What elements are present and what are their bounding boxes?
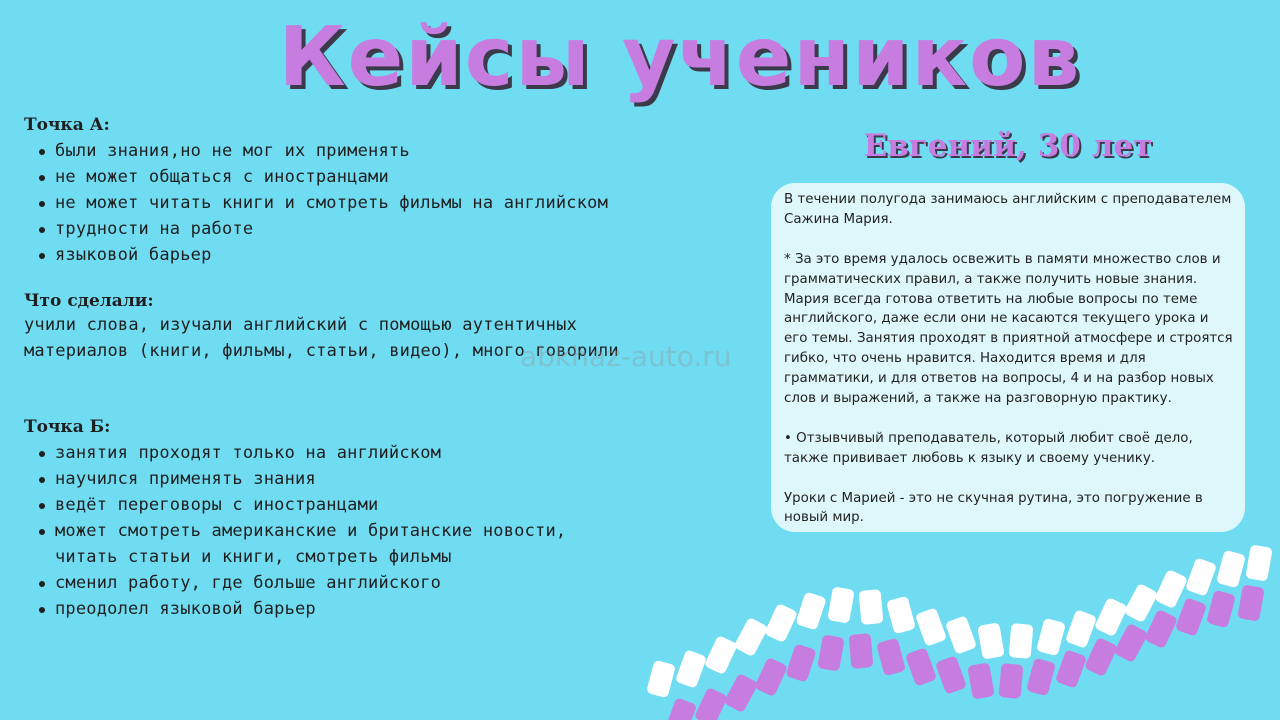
- point-a-heading: Точка А:: [24, 115, 110, 135]
- list-item: научился применять знания: [24, 466, 744, 492]
- list-item: преодолел языковой барьер: [24, 596, 744, 622]
- list-item: не может читать книги и смотреть фильмы на английском: [24, 190, 744, 216]
- decorative-wave: [630, 540, 1280, 720]
- list-item: может смотреть американские и британские новости, читать статьи и книги, смотреть фильмы: [24, 518, 744, 570]
- done-heading: Что сделали:: [24, 291, 154, 311]
- list-item: занятия проходят только на английском: [24, 440, 744, 466]
- list-item: ведёт переговоры с иностранцами: [24, 492, 744, 518]
- watermark: abkhaz-auto.ru: [520, 340, 732, 373]
- page-title: Кейсы учеников: [278, 10, 1082, 105]
- done-text: учили слова, изучали английский с помощью аутентичных материалов (книги, фильмы, статьи, видео), много говорили: [24, 315, 619, 361]
- student-name: Евгений, 30 лет: [863, 128, 1153, 164]
- list-item: трудности на работе: [24, 216, 744, 242]
- list-item: языковой барьер: [24, 242, 744, 268]
- review-card: [771, 183, 1245, 532]
- review-paragraph: • Отзывчивый преподаватель, который любит своё дело, также прививает любовь к языку и своему ученику.: [784, 430, 1193, 466]
- review-paragraph: * За это время удалось освежить в памяти множество слов и грамматических правил, а также получить новые знания. Мария всегда готова ответить на любые вопросы по теме английского, даже если они не касаются текущего урока и его темы. Занятия проходят в приятной атмосфере и строятся гибко, что очень нравится. Находится время и для грамматики, и для ответов на вопросы, 4 и на разбор новых слов и выражений, а также на разговорную практику.: [784, 251, 1233, 407]
- review-paragraph: В течении полугода занимаюсь английским с преподавателем Сажина Мария.: [784, 192, 1232, 227]
- point-b-heading: Точка Б:: [24, 417, 111, 437]
- review-paragraph: Уроки с Марией - это не скучная рутина, это погружение в новый мир.: [784, 490, 1203, 526]
- list-item: сменил работу, где больше английского: [24, 570, 744, 596]
- list-item: не может общаться с иностранцами: [24, 164, 744, 190]
- list-item: были знания,но не мог их применять: [24, 138, 744, 164]
- point-a-list: [24, 138, 744, 268]
